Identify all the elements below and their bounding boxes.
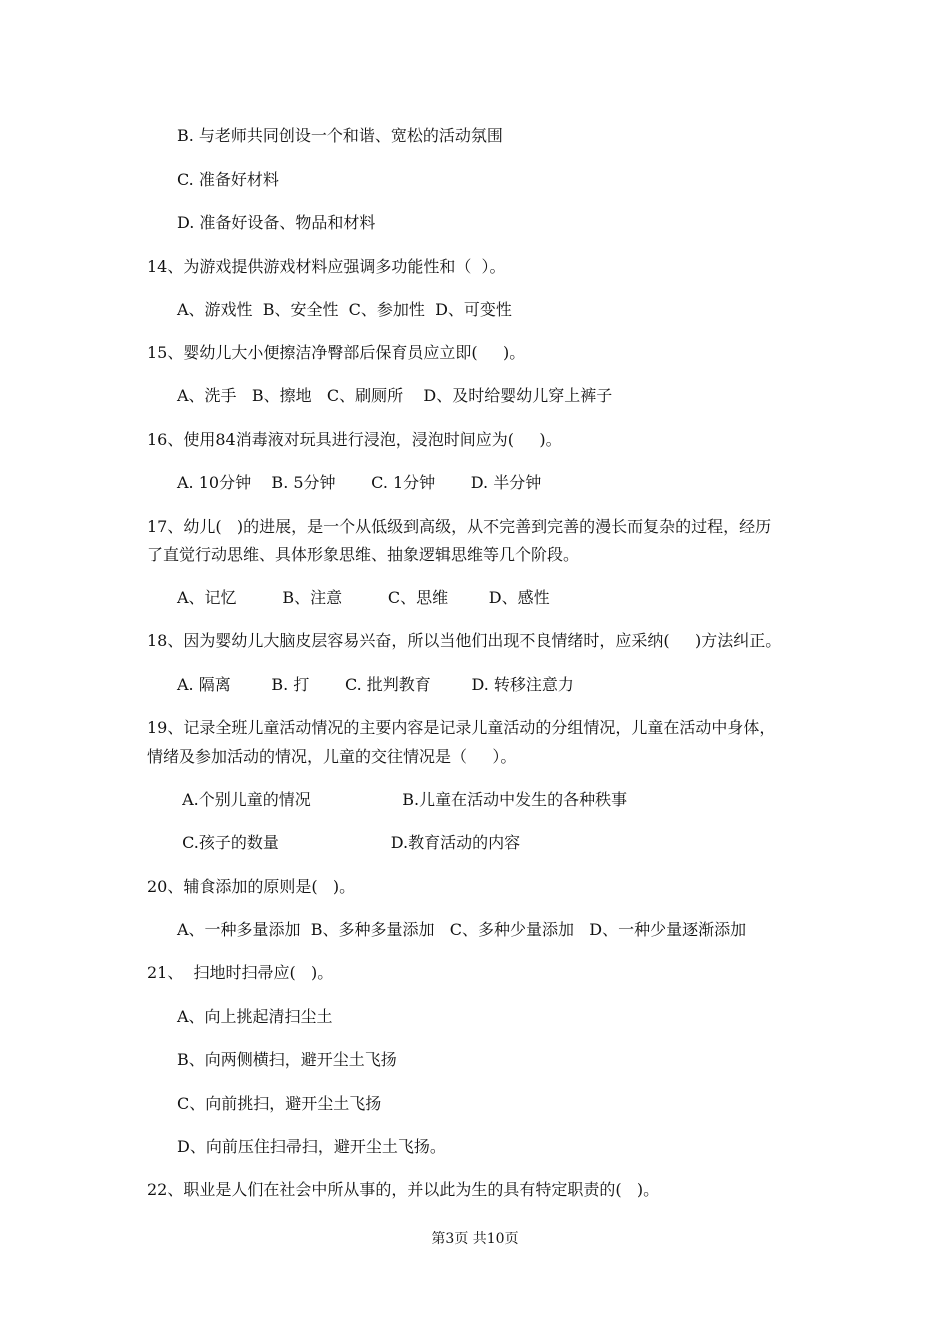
question-14: 14、为游戏提供游戏材料应强调多功能性和（ ）。	[147, 257, 506, 276]
question-17-line2: 了直觉行动思维、具体形象思维、抽象逻辑思维等几个阶段。	[147, 545, 580, 564]
options-14: A、游戏性 B、安全性 C、参加性 D、可变性	[177, 300, 512, 319]
question-19-line2: 情绪及参加活动的情况，儿童的交往情况是（ ）。	[147, 747, 517, 766]
options-17: A、记忆 B、注意 C、思维 D、感性	[177, 588, 550, 607]
page-number-footer: 第3页 共10页	[431, 1231, 519, 1247]
question-20: 20、辅食添加的原则是( )。	[147, 877, 356, 896]
options-20: A、一种多量添加 B、多种多量添加 C、多种少量添加 D、一种少量逐渐添加	[177, 920, 747, 939]
option-21c: C、向前挑扫，避开尘土飞扬	[177, 1094, 382, 1113]
question-16: 16、使用84消毒液对玩具进行浸泡，浸泡时间应为( )。	[147, 430, 562, 449]
question-19-line1: 19、记录全班儿童活动情况的主要内容是记录儿童活动的分组情况，儿童在活动中身体，	[147, 718, 776, 737]
options-19-ab: A.个别儿童的情况 B.儿童在活动中发生的各种秩事	[177, 790, 628, 809]
option-13c: C. 准备好材料	[177, 170, 279, 189]
question-17-line1: 17、幼儿( )的进展，是一个从低级到高级，从不完善到完善的漫长而复杂的过程，经历	[147, 517, 772, 536]
options-16: A. 10分钟 B. 5分钟 C. 1分钟 D. 半分钟	[177, 473, 542, 492]
option-21a: A、向上挑起清扫尘土	[177, 1007, 333, 1026]
option-21b: B、向两侧横扫，避开尘土飞扬	[177, 1050, 397, 1069]
question-21: 21、 扫地时扫帚应( )。	[147, 963, 334, 982]
option-21d: D、向前压住扫帚扫，避开尘土飞扬。	[177, 1137, 446, 1156]
option-13b: B. 与老师共同创设一个和谐、宽松的活动氛围	[177, 126, 503, 145]
question-15: 15、婴幼儿大小便擦洁净臀部后保育员应立即( )。	[147, 343, 526, 362]
options-19-cd: C.孩子的数量 D.教育活动的内容	[177, 833, 521, 852]
question-18: 18、因为婴幼儿大脑皮层容易兴奋，所以当他们出现不良情绪时，应采纳( )方法纠正。	[147, 631, 782, 650]
options-18: A. 隔离 B. 打 C. 批判教育 D. 转移注意力	[177, 675, 574, 694]
question-22: 22、职业是人们在社会中所从事的，并以此为生的具有特定职责的( )。	[147, 1180, 660, 1199]
options-15: A、洗手 B、擦地 C、刷厕所 D、及时给婴幼儿穿上裤子	[177, 386, 613, 405]
option-13d: D. 准备好设备、物品和材料	[177, 213, 376, 232]
